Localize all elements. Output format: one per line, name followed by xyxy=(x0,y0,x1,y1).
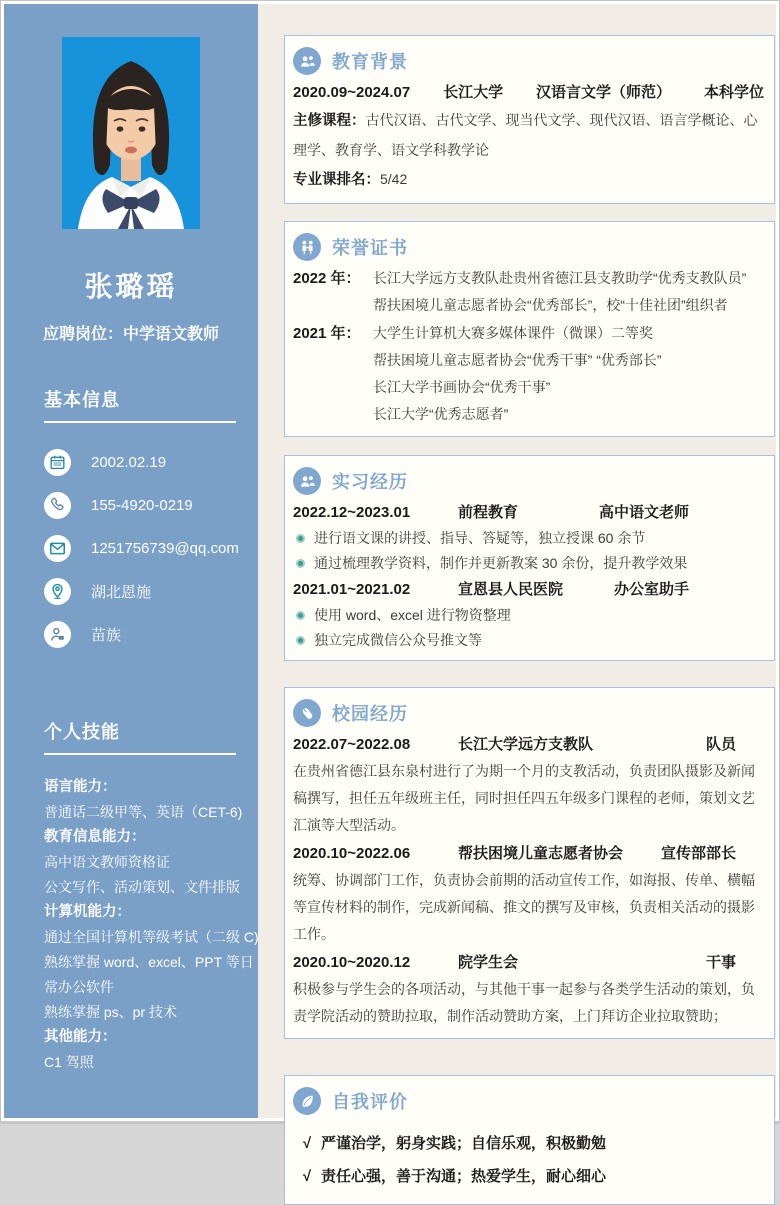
sidebar xyxy=(4,4,258,1118)
entry-org: 长江大学远方支教队 xyxy=(458,736,594,753)
section-title: 校园经历 xyxy=(332,704,408,724)
job-bullet xyxy=(293,604,764,627)
entry-description: 积极参与学生会的各项活动，与其他干事一起参与各类学生活动的策划，负责学院活动的赞助拉取，制作活动赞助方案，上门拜访企业拉取赞助； xyxy=(293,981,755,1024)
graduates-icon xyxy=(293,47,321,75)
campus-entry-header xyxy=(293,841,764,867)
entry-org: 院学生会 xyxy=(458,954,519,971)
info-item-ethnicity xyxy=(44,613,258,656)
honor-year: 2022 年： xyxy=(293,270,361,287)
education-rank xyxy=(293,165,764,195)
info-item-birthday xyxy=(44,441,258,484)
job-period: 2021.01~2021.02 xyxy=(293,581,411,598)
education-period: 2020.09~2024.07 xyxy=(293,84,411,101)
job-period: 2022.12~2023.01 xyxy=(293,504,411,521)
basic-info-list xyxy=(44,441,258,656)
bullet-text: 通过梳理教学资料，制作并更新教案 30 余份，提升教学效果 xyxy=(314,555,688,571)
bullet-dot-icon xyxy=(296,636,305,645)
job-company: 宣恩县人民医院 xyxy=(458,581,564,598)
entry-period: 2022.07~2022.08 xyxy=(293,736,411,753)
basic-info-title: 基本信息 xyxy=(44,390,120,410)
resume-page-inner xyxy=(4,4,776,1185)
self-evaluation-line xyxy=(293,1132,764,1156)
info-item-location xyxy=(44,570,258,613)
skill-line: 高中语文教师资格证 xyxy=(44,854,170,870)
applied-position: 应聘岗位：中学语文教师 xyxy=(42,326,219,343)
job-bullet xyxy=(293,629,764,652)
id-photo xyxy=(62,37,200,229)
leaf-icon xyxy=(293,1087,321,1115)
phone-value: 155-4920-0219 xyxy=(91,497,193,514)
education-header xyxy=(293,42,764,78)
internship-header xyxy=(293,462,764,498)
honor-lines xyxy=(373,320,764,428)
skill-line: 其他能力： xyxy=(44,1029,117,1045)
section-education xyxy=(284,35,775,204)
self-evaluation-text: 严谨治学，躬身实践；自信乐观，积极勤勉 xyxy=(321,1135,607,1152)
rank-value: 5/42 xyxy=(380,171,408,187)
bullet-dot-icon xyxy=(296,534,305,543)
entry-role: 队员 xyxy=(705,736,736,753)
education-major: 汉语言文学（师范） xyxy=(536,84,672,101)
section-campus xyxy=(284,687,775,1039)
bullet-text: 使用 word、excel 进行物资整理 xyxy=(314,607,511,623)
entry-org: 帮扶困境儿童志愿者协会 xyxy=(458,845,624,862)
honor-line: 长江大学“优秀志愿者” xyxy=(373,406,509,422)
skill-line: 计算机能力： xyxy=(44,904,131,920)
phone-icon xyxy=(44,492,71,519)
honor-year: 2021 年： xyxy=(293,325,361,342)
campus-header xyxy=(293,694,764,730)
skill-line: 熟练掌握 ps、pr 技术 xyxy=(44,1004,178,1020)
campus-entry-header xyxy=(293,732,764,758)
education-courses xyxy=(293,106,764,165)
email-value: 1251756739@qq.com xyxy=(91,540,239,557)
bullet-text: 独立完成微信公众号推文等 xyxy=(314,632,482,648)
honor-line: 长江大学书画协会“优秀干事” xyxy=(373,379,551,395)
entry-role: 干事 xyxy=(705,954,736,971)
honor-line: 大学生计算机大赛多媒体课件（微课）二等奖 xyxy=(373,325,653,341)
rank-label: 专业课排名： xyxy=(293,172,380,188)
section-self-evaluation xyxy=(284,1075,775,1205)
section-internship xyxy=(284,455,775,661)
campus-entry-header xyxy=(293,950,764,976)
honor-group-2022 xyxy=(293,265,764,319)
skill-line: C1 驾照 xyxy=(44,1054,94,1070)
mouse-icon xyxy=(293,699,321,727)
skills-list xyxy=(44,775,258,1075)
section-title: 教育背景 xyxy=(332,52,408,72)
skill-line: 通过全国计算机等级考试（二级 C) xyxy=(44,929,259,945)
job-bullet xyxy=(293,527,764,550)
entry-role: 宣传部部长 xyxy=(660,845,736,862)
section-honors xyxy=(284,221,775,437)
section-title: 荣誉证书 xyxy=(332,238,408,258)
skill-line: 公文写作、活动策划、文件排版 xyxy=(44,879,240,895)
entry-description: 在贵州省德江县东泉村进行了为期一个月的支教活动，负责团队摄影及新闻稿撰写，担任五年级班主任，同时担任四五年级多门课程的老师，策划文艺汇演等大型活动。 xyxy=(293,763,755,833)
self-evaluation-header xyxy=(293,1082,764,1123)
section-title: 实习经历 xyxy=(332,472,408,492)
job-header xyxy=(293,578,764,602)
self-evaluation-text: 责任心强，善于沟通；热爱学生，耐心细心 xyxy=(321,1168,607,1185)
honor-line: 长江大学远方支教队赴贵州省德江县支教助学“优秀支教队员” xyxy=(373,270,747,286)
location-icon xyxy=(44,578,71,605)
honor-group-2021 xyxy=(293,320,764,428)
job-company: 前程教育 xyxy=(458,504,519,521)
skill-line: 语言能力： xyxy=(44,779,117,795)
bullet-dot-icon xyxy=(296,611,305,620)
courses-label: 主修课程： xyxy=(293,113,366,129)
job-role: 高中语文老师 xyxy=(598,504,689,521)
skill-line: 熟练掌握 word、excel、PPT 等日 xyxy=(44,954,254,970)
entry-period: 2020.10~2022.06 xyxy=(293,845,411,862)
holding-hands-icon xyxy=(293,233,321,261)
section-title: 自我评价 xyxy=(332,1092,408,1112)
education-degree: 本科学位 xyxy=(703,84,764,101)
ethnicity-icon xyxy=(44,621,71,648)
calendar-icon xyxy=(44,449,71,476)
honor-line: 帮扶困境儿童志愿者协会“优秀部长”，校“十佳社团”组织者 xyxy=(373,297,728,313)
skills-title: 个人技能 xyxy=(44,722,120,742)
info-item-phone xyxy=(44,484,258,527)
job-bullet xyxy=(293,552,764,575)
check-icon: √ xyxy=(302,1168,312,1185)
bullet-text: 进行语文课的讲授、指导、答疑等，独立授课 60 余节 xyxy=(314,530,646,546)
education-school: 长江大学 xyxy=(443,84,504,101)
graduates-icon xyxy=(293,467,321,495)
skills-underline xyxy=(44,753,236,755)
honors-header xyxy=(293,228,764,264)
main-column xyxy=(284,4,775,1205)
skill-line: 常办公软件 xyxy=(44,979,114,995)
job-role: 办公室助手 xyxy=(613,581,689,598)
courses-text: 古代汉语、古代文学、现当代文学、现代汉语、语言学概论、心理学、教育学、语文学科教学论 xyxy=(293,112,758,158)
skill-line: 普通话二级甲等、英语（CET-6) xyxy=(44,804,243,820)
location-value: 湖北恩施 xyxy=(91,584,152,601)
info-item-email xyxy=(44,527,258,570)
job-header xyxy=(293,501,764,525)
basic-info-underline xyxy=(44,421,236,423)
bullet-dot-icon xyxy=(296,559,305,568)
entry-period: 2020.10~2020.12 xyxy=(293,954,411,971)
birthday-value: 2002.02.19 xyxy=(91,454,167,471)
check-icon: √ xyxy=(302,1135,312,1152)
education-degree-row xyxy=(293,80,764,106)
person-name: 张璐瑶 xyxy=(84,271,178,302)
honor-lines xyxy=(373,265,764,319)
self-evaluation-line xyxy=(293,1165,764,1189)
ethnicity-value: 苗族 xyxy=(91,627,122,644)
honor-line: 帮扶困境儿童志愿者协会“优秀干事” “优秀部长” xyxy=(373,352,662,368)
entry-description: 统筹、协调部门工作，负责协会前期的活动宣传工作，如海报、传单、横幅等宣传材料的制作，完成新闻稿、推文的撰写及审核，负责相关活动的摄影工作。 xyxy=(293,872,755,942)
email-icon xyxy=(44,535,71,562)
skill-line: 教育信息能力： xyxy=(44,829,146,845)
